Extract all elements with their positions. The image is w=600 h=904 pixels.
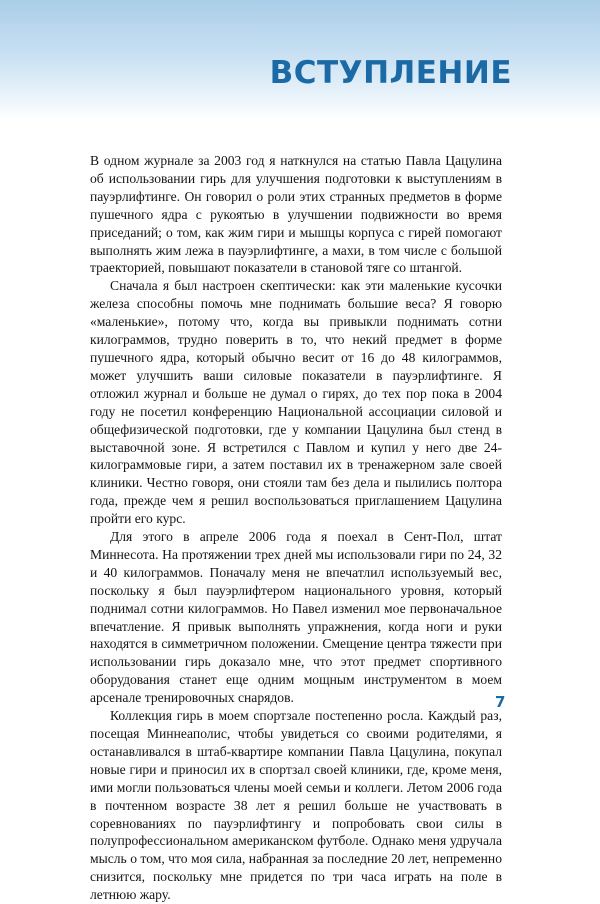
paragraph-1: В одном журнале за 2003 год я наткнулся на статью Павла Цацулина об использовании гирь для улучшения подготовки к выступлениям в пауэрлифтинге. Он говорил о роли этих странных предметов в форме пушечного ядра с рукоятью в улучшении подвижности во время приседаний; о том, как жим гири и мышцы корпуса с гирей помогают выполнять жим лежа в пауэрлифтинге, а махи, в том числе с большой траекторией, повышают показатели в становой тяге со штангой.	[90, 153, 502, 276]
page-number: 7	[495, 693, 506, 711]
chapter-title: ВСТУПЛЕНИЕ	[269, 55, 512, 91]
paragraph-3: Для этого в апреле 2006 года я поехал в Сент-Пол, штат Миннесота. На протяжении трех дней мы использовали гири по 24, 32 и 40 килограммов. Поначалу меня не впечатлил используемый вес, поскольку я был пауэрлифтером национального уровня, который поднимал сотни килограммов. Но Павел изменил мое первоначальное впечатление. Я привык выполнять упражнения, когда ноги и руки находятся в симметричном положении. Смещение центра тяжести при использовании гирь доказало мне, что этот предмет спортивного оборудования станет еще одним мощным инструментом в моем арсенале тренировочных снарядов.	[90, 529, 502, 706]
paragraph-4: Коллекция гирь в моем спортзале постепенно росла. Каждый раз, посещая Миннеаполис, чтобы увидеться со своими родителями, я останавливался в штаб-квартире компании Павла Цацулина, покупал новые гири и приносил их в спортзал своей клиники, где, кроме меня, ими могли пользоваться члены моей семьи и коллеги. Летом 2006 года в почтенном возрасте 38 лет я решил больше не участвовать в соревнованиях по пауэрлифтингу и попробовать свои силы в полупрофессиональном американском футболе. Однако меня удручала мысль о том, что моя сила, набранная за последние 20 лет, непременно снизится, поскольку мне придется по три часа играть на поле в летнюю жару.	[90, 708, 502, 903]
body-text	[90, 152, 502, 904]
paragraph-2: Сначала я был настроен скептически: как эти маленькие кусочки железа способны помочь мне поднимать большие веса? Я говорю «маленькие», потому что, когда вы привыкли поднимать сотни килограммов, трудно поверить в то, что некий предмет в форме пушечного ядра, который обычно весит от 16 до 48 килограммов, может улучшить ваши силовые показатели в пауэрлифтинге. Я отложил журнал и больше не думал о гирях, до тех пор пока в 2004 году не посетил конференцию Национальной ассоциации силовой и общефизической подготовки, где у компании Цацулина был стенд в выставочной зоне. Я встретился с Павлом и купил у него две 24-килограммовые гири, а затем поставил их в тренажерном зале своей клиники. Честно говоря, они стояли там без дела и пылились полтора года, прежде чем я решил воспользоваться приглашением Цацулина пройти его курс.	[90, 278, 502, 527]
